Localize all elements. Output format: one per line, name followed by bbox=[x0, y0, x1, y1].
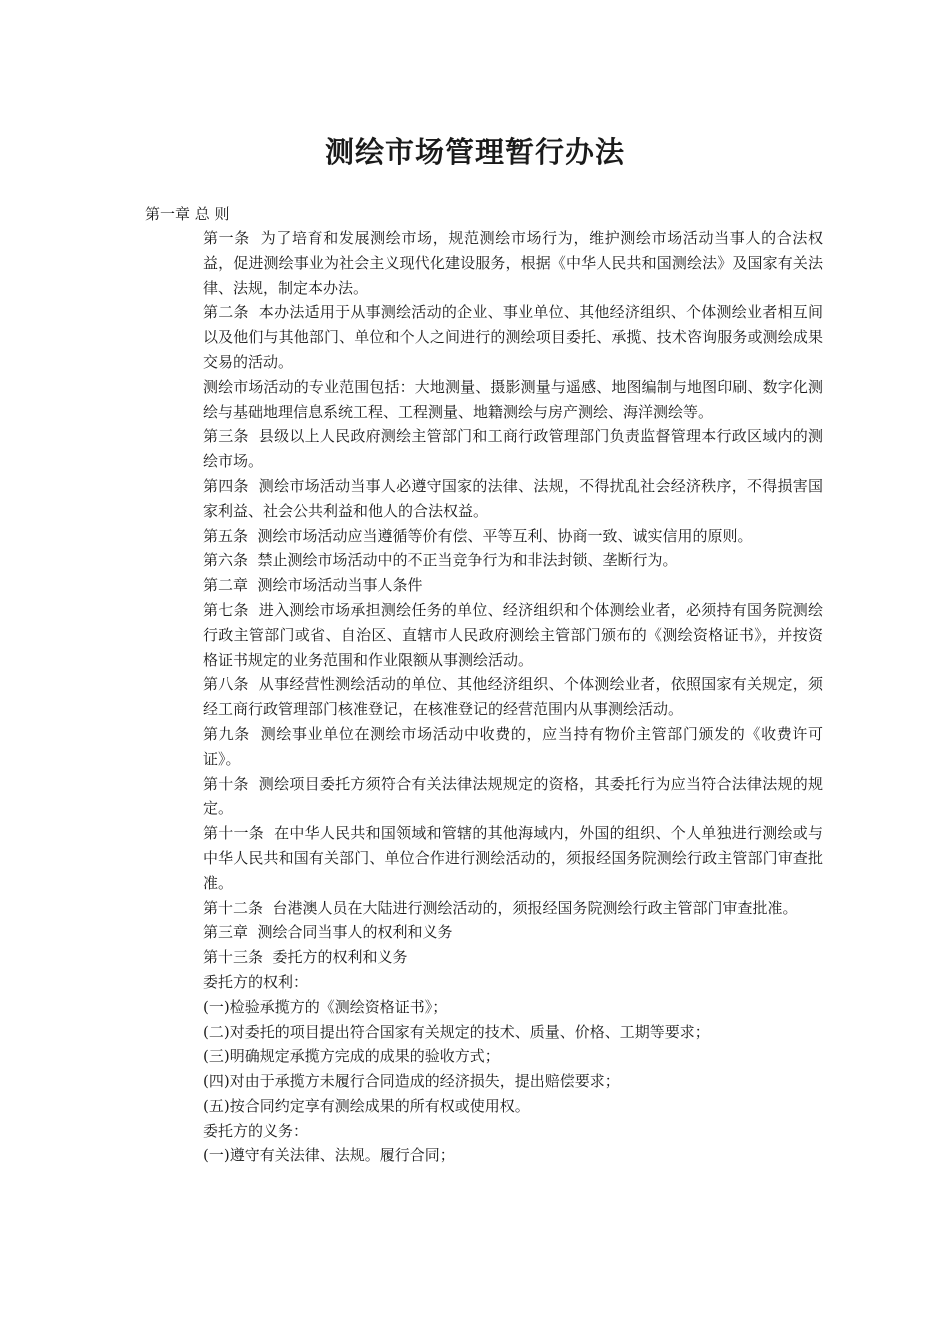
document-body bbox=[203, 226, 823, 1168]
client-right-2: (二)对委托的项目提出符合国家有关规定的技术、质量、价格、工期等要求； bbox=[203, 1022, 710, 1041]
client-duty-1: (一)遵守有关法律、法规。履行合同； bbox=[203, 1146, 455, 1165]
article-5: 第五条 测绘市场活动应当遵循等价有偿、平等互利、协商一致、诚实信用的原则。 bbox=[203, 526, 753, 545]
client-duties-heading: 委托方的义务： bbox=[203, 1121, 309, 1140]
article-12: 第十二条 台港澳人员在大陆进行测绘活动的，须报经国务院测绘行政主管部门审查批准。 bbox=[203, 898, 798, 917]
client-right-1: (一)检验承揽方的《测绘资格证书》； bbox=[203, 997, 448, 1016]
chapter-two-heading: 第二章 测绘市场活动当事人条件 bbox=[203, 576, 423, 595]
article-13: 第十三条 委托方的权利和义务 bbox=[203, 948, 408, 967]
chapter-three-heading: 第三章 测绘合同当事人的权利和义务 bbox=[203, 923, 453, 942]
article-10: 第十条 测绘项目委托方须符合有关法律法规规定的资格，其委托行为应当符合法律法规的规定。 bbox=[203, 774, 823, 818]
article-9: 第九条 测绘事业单位在测绘市场活动中收费的，应当持有物价主管部门颁发的《收费许可证》。 bbox=[203, 724, 823, 768]
article-11: 第十一条 在中华人民共和国领域和管辖的其他海域内，外国的组织、个人单独进行测绘或与中华人民共和国有关部门、单位合作进行测绘活动的，须报经国务院测绘行政主管部门审查批准。 bbox=[203, 824, 823, 892]
article-1: 第一条 为了培育和发展测绘市场，规范测绘市场行为，维护测绘市场活动当事人的合法权益，促进测绘事业为社会主义现代化建设服务，根据《中华人民共和国测绘法》及国家有关法律、法规，制定本办法。 bbox=[203, 229, 823, 297]
article-2: 第二条 本办法适用于从事测绘活动的企业、事业单位、其他经济组织、个体测绘业者相互间以及他们与其他部门、单位和个人之间进行的测绘项目委托、承揽、技术咨询服务或测绘成果交易的活动。 bbox=[203, 303, 823, 371]
article-2-scope: 测绘市场活动的专业范围包括：大地测量、摄影测量与遥感、地图编制与地图印刷、数字化测绘与基础地理信息系统工程、工程测量、地籍测绘与房产测绘、海洋测绘等。 bbox=[203, 377, 823, 421]
client-right-5: (五)按合同约定享有测绘成果的所有权或使用权。 bbox=[203, 1096, 530, 1115]
chapter-one-heading: 第一章 总 则 bbox=[145, 205, 230, 223]
document-title: 测绘市场管理暂行办法 bbox=[324, 135, 625, 169]
article-8: 第八条 从事经营性测绘活动的单位、其他经济组织、个体测绘业者，依照国家有关规定，须经工商行政管理部门核准登记，在核准登记的经营范围内从事测绘活动。 bbox=[203, 675, 823, 719]
client-right-4: (四)对由于承揽方未履行合同造成的经济损失，提出赔偿要求； bbox=[203, 1072, 620, 1091]
article-6: 第六条 禁止测绘市场活动中的不正当竞争行为和非法封锁、垄断行为。 bbox=[203, 551, 678, 570]
client-rights-heading: 委托方的权利： bbox=[203, 972, 309, 991]
article-3: 第三条 县级以上人民政府测绘主管部门和工商行政管理部门负责监督管理本行政区域内的测绘市场。 bbox=[203, 427, 823, 471]
client-right-3: (三)明确规定承揽方完成的成果的验收方式； bbox=[203, 1047, 500, 1066]
article-7: 第七条 进入测绘市场承担测绘任务的单位、经济组织和个体测绘业者，必须持有国务院测绘行政主管部门或省、自治区、直辖市人民政府测绘主管部门颁布的《测绘资格证书》，并按资格证书规定的业务范围和作业限额从事测绘活动。 bbox=[203, 600, 823, 669]
article-4: 第四条 测绘市场活动当事人必遵守国家的法律、法规，不得扰乱社会经济秩序，不得损害国家利益、社会公共利益和他人的合法权益。 bbox=[203, 476, 823, 520]
